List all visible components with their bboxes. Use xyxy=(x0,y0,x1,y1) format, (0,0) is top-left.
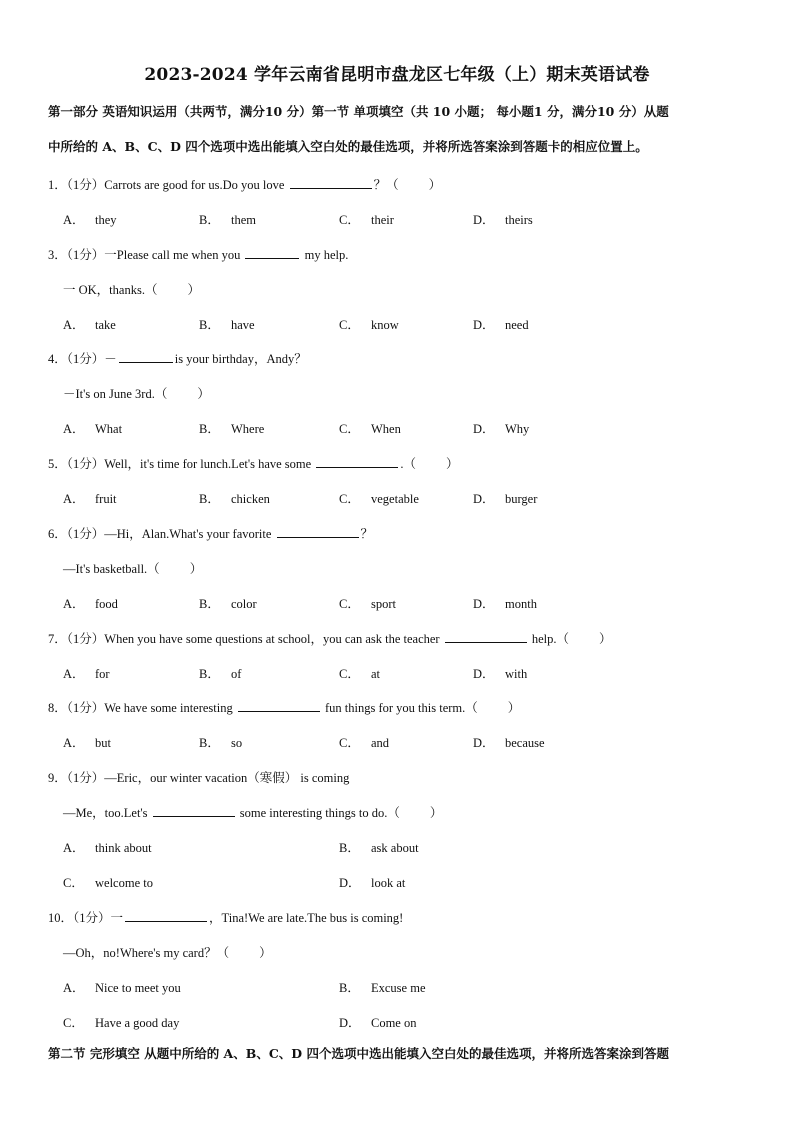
option-c: C． and xyxy=(339,736,390,750)
question-10-reply: —Oh，no!Where's my card？（ ） xyxy=(63,946,272,960)
question-5-stem: 5．（1分）Well，it's time for lunch.Let's have some .（ ） xyxy=(48,457,459,471)
option-c: C． welcome to xyxy=(63,876,153,890)
question-4-reply: －It's on June 3rd.（ ） xyxy=(63,387,210,401)
option-d: D． Why xyxy=(473,422,530,436)
option-b: B． color xyxy=(199,597,257,611)
option-d: D． Come on xyxy=(339,1016,417,1030)
answer-blank xyxy=(445,630,527,643)
option-c: C． Have a good day xyxy=(63,1016,180,1030)
answer-blank xyxy=(245,246,299,259)
option-b: B． chicken xyxy=(199,492,270,506)
option-a: A． think about xyxy=(63,841,152,855)
option-a: A． but xyxy=(63,736,111,750)
question-3-reply: 一 OK，thanks.（ ） xyxy=(63,283,200,297)
section1-instructions-line1: 第一部分 英语知识运用（共两节，满分10 分）第一节 单项填空（共 10 小题； 每小题1 分，满分10 分）从题 xyxy=(48,104,669,119)
option-d: D． because xyxy=(473,736,545,750)
question-9-stem: 9．（1分）—Eric，our winter vacation（寒假） is coming xyxy=(48,771,350,785)
question-6-reply: —It's basketball.（ ） xyxy=(63,562,203,576)
option-b: B． them xyxy=(199,213,256,227)
option-b: B． have xyxy=(199,318,255,332)
option-a: A． fruit xyxy=(63,492,117,506)
option-a: A． take xyxy=(63,318,116,332)
option-d: D． with xyxy=(473,667,528,681)
answer-blank xyxy=(316,455,398,468)
option-b: B． of xyxy=(199,667,242,681)
option-c: C． their xyxy=(339,213,394,227)
option-c: C． at xyxy=(339,667,381,681)
option-a: A． food xyxy=(63,597,118,611)
answer-blank xyxy=(238,699,320,712)
option-a: A． they xyxy=(63,213,117,227)
question-9-reply: —Me，too.Let's some interesting things to do.（ ） xyxy=(63,806,443,820)
page-title: 2023-2024 学年云南省昆明市盘龙区七年级（上）期末英语试卷 xyxy=(144,65,650,85)
answer-blank xyxy=(119,350,173,363)
option-b: B． ask about xyxy=(339,841,419,855)
option-c: C． know xyxy=(339,318,399,332)
question-8-stem: 8．（1分）We have some interesting fun things for you this term.（ ） xyxy=(48,701,521,715)
question-1-stem: 1．（1分）Carrots are good for us.Do you love ？（ ） xyxy=(48,178,442,192)
answer-blank xyxy=(290,176,372,189)
option-d: D． need xyxy=(473,318,529,332)
question-4-stem: 4．（1分）－ is your birthday，Andy？ xyxy=(48,352,307,366)
option-a: A． Nice to meet you xyxy=(63,981,181,995)
section2-instructions: 第二节 完形填空 从题中所给的 A、B、C、D 四个选项中选出能填入空白处的最佳选项，并将所选答案涂到答题 xyxy=(48,1046,669,1061)
option-c: C． sport xyxy=(339,597,396,611)
option-c: C． vegetable xyxy=(339,492,419,506)
question-3-stem: 3．（1分）一Please call me when you my help. xyxy=(48,248,349,262)
answer-blank xyxy=(153,804,235,817)
option-d: D． look at xyxy=(339,876,406,890)
option-b: B． Excuse me xyxy=(339,981,426,995)
option-d: D． burger xyxy=(473,492,538,506)
option-c: C． When xyxy=(339,422,401,436)
answer-blank xyxy=(277,525,359,538)
option-d: D． month xyxy=(473,597,537,611)
section1-instructions-line2: 中所给的 A、B、C、D 四个选项中选出能填入空白处的最佳选项，并将所选答案涂到答题卡的相应位置上。 xyxy=(48,139,648,154)
option-d: D． theirs xyxy=(473,213,533,227)
answer-blank xyxy=(125,909,207,922)
option-a: A． for xyxy=(63,667,110,681)
question-6-stem: 6．（1分）—Hi，Alan.What's your favorite ？ xyxy=(48,527,374,541)
question-10-stem: 10．（1分）一 ，Tina!We are late.The bus is coming! xyxy=(48,911,404,925)
option-a: A． What xyxy=(63,422,123,436)
question-7-stem: 7．（1分）When you have some questions at school，you can ask the teacher help.（ ） xyxy=(48,632,612,646)
option-b: B． so xyxy=(199,736,243,750)
option-b: B． Where xyxy=(199,422,265,436)
